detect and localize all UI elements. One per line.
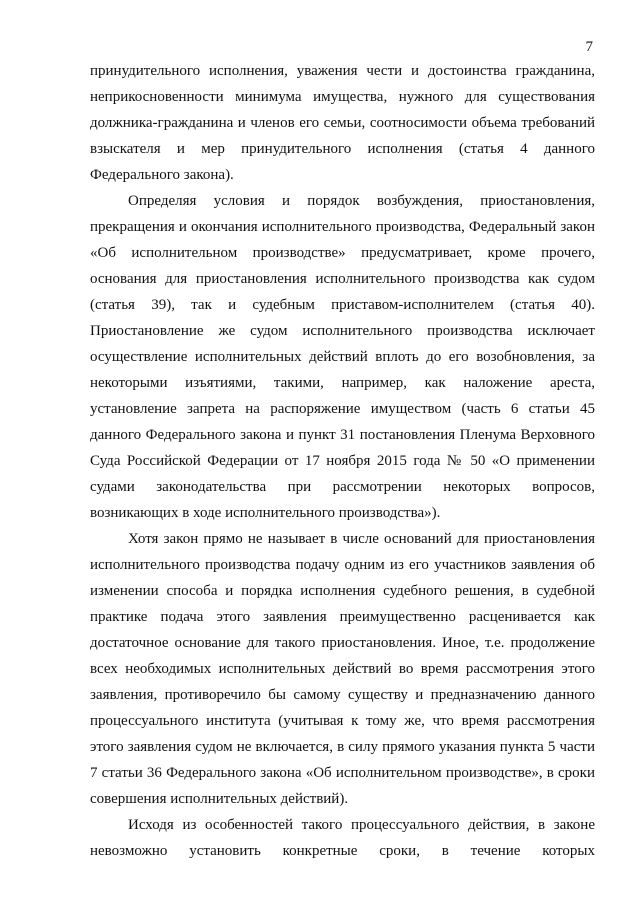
paragraph-enforcement-grounds: Определяя условия и порядок возбуждения, приостановления, прекращения и окончания исполнительного производства, Федеральный закон «Об исполнительном производстве» предусматривает, кроме прочего, основания для приостановления исполнительного производства как судом (статья 39), так и судебным приставом-исполнителем (статья 40). Приостановление же судом исполнительного производства исключает осуществление исполнительных действий вплоть до его возобновления, за некоторыми изъятиями, такими, например, как наложение ареста, установление запрета на распоряжение имуществом (часть 6 статьи 45 данного Федерального закона и пункт 31 постановления Пленума Верховного Суда Российской Федерации от 17 ноября 2015 года № 50 «О применении судами законодательства при рассмотрении некоторых вопросов, возникающих в ходе исполнительного производства»). (90, 193, 595, 521)
paragraph-continuation: принудительного исполнения, уважения чести и достоинства гражданина, неприкосновенности минимума имущества, нужного для существования должника-гражданина и членов его семьи, соотносимости объема требований взыскателя и мер принудительного исполнения (статья 4 данного Федерального закона). (90, 63, 595, 183)
paragraph-time-limits: Исходя из особенностей такого процессуального действия, в законе невозможно установить конкретные сроки, в течение которых (90, 817, 595, 859)
paragraph-suspension-practice: Хотя закон прямо не называет в числе оснований для приостановления исполнительного производства подачу одним из его участников заявления об изменении способа и порядка исполнения судебного решения, в судебной практике подача этого заявления преимущественно расценивается как достаточное основание для такого приостановления. Иное, т.е. продолжение всех необходимых исполнительных действий во время рассмотрения этого заявления, противоречило бы самому существу и предназначению данного процессуального института (учитывая к тому же, что время рассмотрения этого заявления судом не включается, в силу прямого указания пункта 5 части 7 статьи 36 Федерального закона «Об исполнительном производстве», в сроки совершения исполнительных действий). (90, 531, 595, 807)
document-body (90, 58, 595, 864)
page-number: 7 (585, 39, 593, 55)
